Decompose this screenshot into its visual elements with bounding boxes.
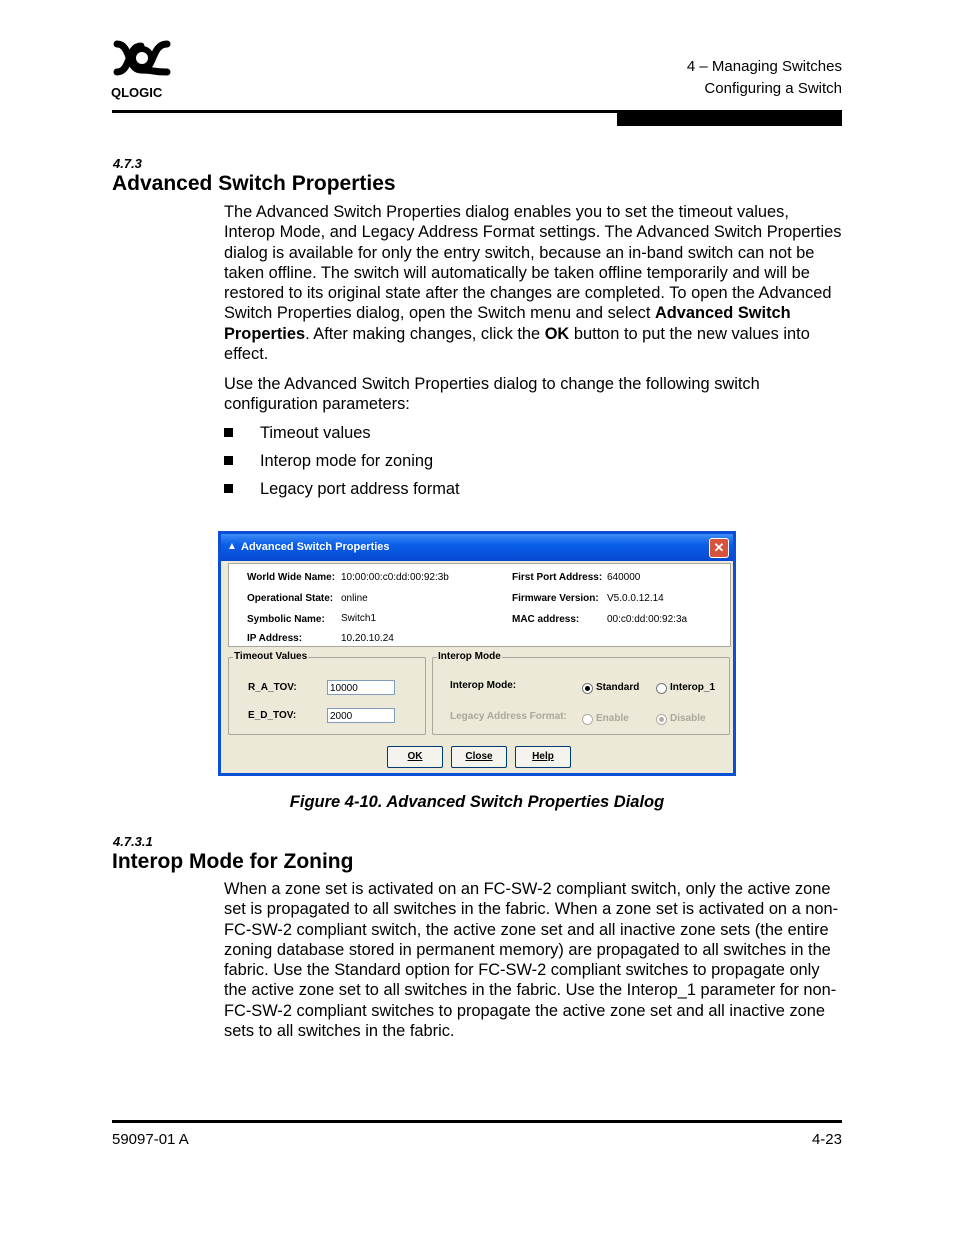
disable-radio <box>656 714 667 725</box>
disable-radio-label: Disable <box>670 713 706 724</box>
interop-group-label: Interop Mode <box>438 651 501 662</box>
ok-button[interactable]: OK <box>387 746 443 768</box>
bullet-square-icon <box>224 428 233 437</box>
bullet-square-icon <box>224 484 233 493</box>
advanced-switch-properties-dialog <box>218 531 736 776</box>
params-paragraph: Use the Advanced Switch Properties dialog to change the following switch configuration parameters: <box>224 375 760 414</box>
ip-label: IP Address: <box>247 633 303 644</box>
header-rule-block <box>617 112 842 126</box>
symname-label: Symbolic Name: <box>247 614 325 625</box>
edtov-input[interactable]: 2000 <box>327 708 395 723</box>
qlogic-logo-mark <box>111 38 177 100</box>
subsection-title: Interop Mode for Zoning <box>112 850 354 873</box>
interop-mode-label: Interop Mode: <box>450 680 517 691</box>
list-item: Timeout values <box>224 424 371 443</box>
list-item: Legacy port address format <box>224 480 460 499</box>
switch-info-panel <box>228 563 731 647</box>
footer-rule <box>112 1120 842 1123</box>
svg-text:QLOGIC: QLOGIC <box>111 85 163 100</box>
subsection-number: 4.7.3.1 <box>113 834 153 849</box>
ratov-label: R_A_TOV: <box>248 682 297 693</box>
interop1-radio[interactable] <box>656 683 667 694</box>
standard-radio-label[interactable]: Standard <box>596 682 640 693</box>
state-label: Operational State: <box>247 593 334 604</box>
interop-mode-group <box>432 651 730 735</box>
edtov-label: E_D_TOV: <box>248 710 297 721</box>
section-number: 4.7.3 <box>113 156 142 171</box>
intro-paragraph: The Advanced Switch Properties dialog enables you to set the timeout values, Interop Mode, and Legacy Address Format settings. The Advanced Switch Properties dialog is available for only the entry switch, because an in-band switch can not be taken offline. The switch will automatically be taken offline temporarily and will be restored to its original state after the changes are completed. To open the Advanced Switch Properties dialog, open the Switch menu and select Advanced Switch Properties. After making changes, click the OK button to put the new values into effect. <box>224 203 842 364</box>
zoning-paragraph: When a zone set is activated on an FC-SW-2 compliant switch, only the active zone set is propagated to all switches in the fabric. When a zone set is activated on a non-FC-SW-2 compliant switch, the active zone set and all inactive zone sets (the entire zoning database stored in permanent memory) are propagated to all switches in the fabric. Use the Standard option for FC-SW-2 compliant switches to propagate only the active zone set to all switches in the fabric. Use the Interop_1 parameter for non-FC-SW-2 compliant switches to propagate the active zone set and all inactive zone sets to all switches in the fabric. <box>224 880 839 1041</box>
legacy-address-label: Legacy Address Format: <box>450 711 567 722</box>
wwn-value: 10:00:00:c0:dd:00:92:3b <box>341 572 449 583</box>
dialog-title: Advanced Switch Properties <box>241 541 390 553</box>
help-button[interactable]: Help <box>515 746 571 768</box>
header-section: Configuring a Switch <box>704 80 842 97</box>
ratov-input[interactable]: 10000 <box>327 680 395 695</box>
firmware-label: Firmware Version: <box>512 593 599 604</box>
interop1-radio-label[interactable]: Interop_1 <box>670 682 716 693</box>
mac-label: MAC address: <box>512 614 580 625</box>
timeout-values-group <box>228 651 426 735</box>
enable-radio-label: Enable <box>596 713 629 724</box>
doc-number: 59097-01 A <box>112 1131 189 1148</box>
close-icon[interactable]: ✕ <box>709 538 729 558</box>
figure-caption: Figure 4-10. Advanced Switch Properties Dialog <box>289 793 665 811</box>
standard-radio[interactable] <box>582 683 593 694</box>
header-chapter: 4 – Managing Switches <box>686 58 842 75</box>
java-app-icon: ▲ <box>227 541 237 552</box>
ip-value: 10.20.10.24 <box>341 633 394 644</box>
state-value: online <box>341 593 368 604</box>
symname-value: Switch1 <box>341 613 377 624</box>
dialog-titlebar[interactable] <box>221 534 733 561</box>
wwn-label: World Wide Name: <box>247 572 336 583</box>
bullet-square-icon <box>224 456 233 465</box>
page-number: 4-23 <box>811 1131 842 1148</box>
section-title: Advanced Switch Properties <box>112 172 396 195</box>
first-port-value: 640000 <box>607 572 641 583</box>
mac-value: 00:c0:dd:00:92:3a <box>607 614 688 625</box>
enable-radio <box>582 714 593 725</box>
first-port-label: First Port Address: <box>512 572 603 583</box>
list-item: Interop mode for zoning <box>224 452 433 471</box>
timeout-group-label: Timeout Values <box>234 651 308 662</box>
close-button[interactable]: Close <box>451 746 507 768</box>
firmware-value: V5.0.0.12.14 <box>607 593 664 604</box>
qlogic-logo <box>111 38 177 100</box>
